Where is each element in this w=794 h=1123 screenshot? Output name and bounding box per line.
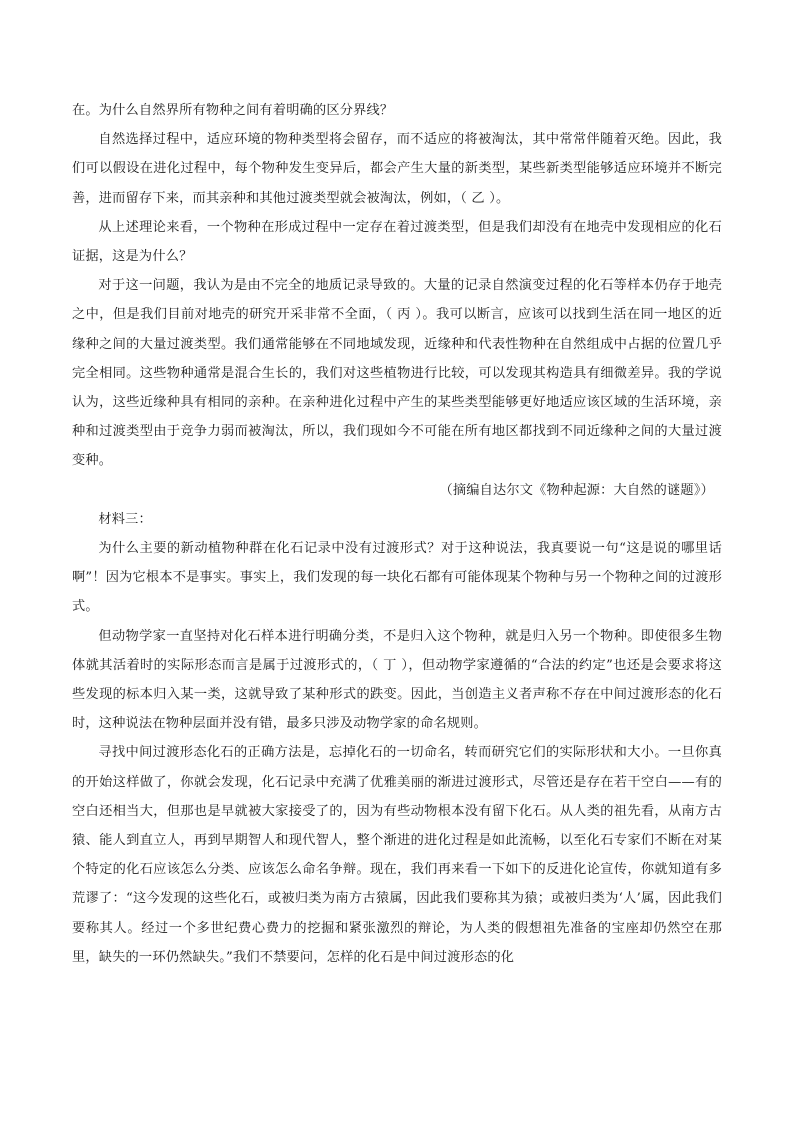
paragraph-1: 在。为什么自然界所有物种之间有着明确的区分界线？ <box>72 103 394 118</box>
paragraph-3: 从上述理论来看，一个物种在形成过程中一定存在着过渡类型，但是我们却没有在地壳中发现相应的化石证据，这是为什么？ <box>72 219 722 265</box>
paragraph-5: 为什么主要的新动植物种群在化石记录中没有过渡形式？对于这种说法，我真要说一句“这是说的哪里话啊”！因为它根本不是事实。事实上，我们发现的每一块化石都有可能体现某个物种与另一个物种之间的过渡形式。 <box>72 541 722 615</box>
paragraph-2: 自然选择过程中，适应环境的物种类型将会留存，而不适应的将被淘汰，其中常常伴随着灭绝。因此，我们可以假设在进化过程中，每个物种发生变异后，都会产生大量的新类型，某些新类型能够适应环境并不断完善，进而留存下来，而其亲种和其他过渡类型就会被淘汰，例如，（ 乙 ）。 <box>72 132 722 206</box>
paragraph-7: 寻找中间过渡形态化石的正确方法是，忘掉化石的一切命名，转而研究它们的实际形状和大小。一旦你真的开始这样做了，你就会发现，化石记录中充满了优雅美丽的渐进过渡形式，尽管还是存在若干空白——有的空白还相当大，但那也是早就被大家接受了的，因为有些动物根本没有留下化石。从人类的祖先看，从南方古猿、能人到直立人，再到早期智人和现代智人，整个渐进的进化过程是如此流畅，以至化石专家们不断在对某个特定的化石应该怎么分类、应该怎么命名争辩。现在，我们再来看一下如下的反进化论宣传，你就知道有多荒谬了：“这今发现的这些化石，或被归类为南方古猿属，因此我们要称其为猿；或被归类为‘人’属，因此我们要称其人。经过一个多世纪费心费力的挖掘和紧张激烈的辩论，为人类的假想祖先准备的宝座却仍然空在那里，缺失的一环仍然缺失。”我们不禁要问，怎样的化石是中间过渡形态的化 <box>72 745 722 965</box>
material-three-label: 材料三： <box>98 511 152 527</box>
paragraph-4: 对于这一问题，我认为是由不完全的地质记录导致的。大量的记录自然演变过程的化石等样本仍存于地壳之中，但是我们目前对地壳的研究开采非常不全面，（ 丙 ）。我可以断言，应该可以找到生活在同一地区的近缘种之间的大量过渡类型。我们通常能够在不同地域发现，近缘种和代表性物种在自然组成中占据的位置几乎完全相同。这些物种通常是混合生长的，我们对这些植物进行比较，可以发现其构造具有细微差异。我的学说认为，这些近缘种具有相同的亲种。在亲种进化过程中产生的某些类型能够更好地适应该区域的生活环境，亲种和过渡类型由于竞争力弱而被淘汰，所以，我们现如今不可能在所有地区都找到不同近缘种之间的大量过渡变种。 <box>72 278 722 469</box>
paragraph-6: 但动物学家一直坚持对化石样本进行明确分类，不是归入这个物种，就是归入另一个物种。即使很多生物体就其活着时的实际形态而言是属于过渡形式的，（ 丁 ），但动物学家遵循的“合法的约定”也还是会要求将这些发现的标本归入某一类，这就导致了某种形式的跌变。因此，当创造主义者声称不存在中间过渡形态的化石时，这种说法在物种层面并没有错，最多只涉及动物学家的命名规则。 <box>72 628 722 732</box>
source-citation: （摘编自达尔文《物种起源：大自然的谜题》） <box>439 482 714 498</box>
